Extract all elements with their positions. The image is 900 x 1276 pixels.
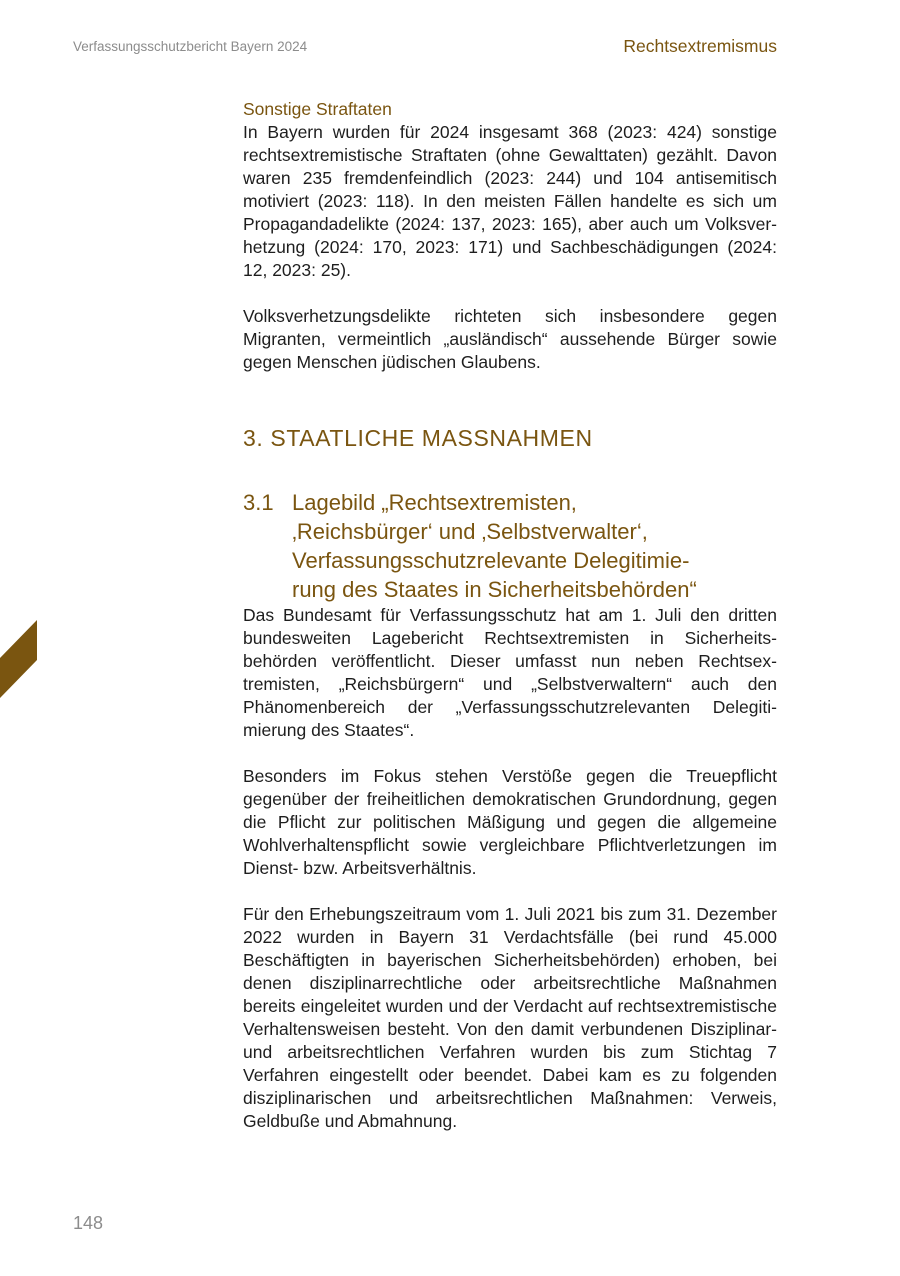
paragraph: Das Bundesamt für Verfassungsschutz hat am 1. Juli den dritten bundesweiten Lagebericht Rechtsextremisten in Sicherheitsbehörden veröffentlicht. Dieser umfasst nun neben Rechtsextremisten, „Reichsbürgern“ und „Selbstverwaltern“ auch den Phänomenbereich der „Verfassungsschutzrelevanten Delegitimierung des Staates“.	[243, 605, 777, 740]
paragraph: Für den Erhebungszeitraum vom 1. Juli 2021 bis zum 31. Dezember 2022 wurden in Bayern 31 Verdachtsfälle (bei rund 45.000 Beschäftigten in bayerischen Sicherheitsbehörden) erhoben, bei denen disziplinarrechtliche oder arbeitsrechtliche Maßnahmen bereits eingeleitet wurden und der Verdacht auf rechtsextremistische Verhaltensweisen besteht. Von den damit verbundenen Disziplinar- und arbeitsrechtlichen Verfahren wurden bis zum Stichtag 7 Verfahren eingestellt oder beendet. Dabei kam es zu folgenden disziplinarischen und arbeitsrechtlichen Maßnahmen: Verweis, Geldbuße und Abmahnung.	[243, 904, 777, 1131]
paragraph: Volksverhetzungsdelikte richteten sich insbesondere gegen Migranten, vermeintlich „ausländisch“ aussehende Bürger sowie gegen Menschen jüdischen Glaubens.	[243, 306, 777, 372]
chapter-tab-marker	[0, 620, 37, 698]
subsection-title-line: Verfassungsschutzrelevante Delegitimie-	[292, 548, 690, 573]
running-header-title: Verfassungsschutzbericht Bayern 2024	[73, 39, 308, 54]
running-header-chapter: Rechtsextremismus	[623, 36, 777, 56]
paragraph: In Bayern wurden für 2024 insgesamt 368 (2023: 424) sonstige rechtsextremistische Straftaten (ohne Gewalttaten) gezählt. Davon waren 235 fremdenfeindlich (2023: 244) und 104 antisemitisch motiviert (2023: 118). In den meisten Fällen handelte es sich um Propagandadelikte (2024: 137, 2023: 165), aber auch um Volksverhetzung (2024: 170, 2023: 171) und Sachbeschädigungen (2024: 12, 2023: 25).	[243, 122, 777, 280]
page-number: 148	[73, 1213, 104, 1233]
subsection-heading-lagebild	[243, 488, 777, 604]
subsection-title-line: Lagebild „Rechtsextremisten,	[292, 490, 577, 515]
subsection-number: 3.1	[243, 490, 274, 515]
section-heading-staatliche-massnahmen: 3. STAATLICHE MASSNAHMEN	[243, 425, 593, 451]
subsection-title-line: rung des Staates in Sicherheitsbehörden“	[292, 577, 697, 602]
main-content	[243, 98, 777, 1133]
subsection-title	[292, 488, 697, 604]
section-heading-sonstige-straftaten: Sonstige Straftaten	[243, 99, 392, 119]
paragraph: Besonders im Fokus stehen Verstöße gegen die Treuepflicht gegenüber der freiheitlichen demokratischen Grundordnung, gegen die Pflicht zur politischen Mäßigung und gegen die allgemeine Wohlverhaltenspflicht sowie vergleichbare Pflichtverletzungen im Dienst- bzw. Arbeitsverhältnis.	[243, 766, 777, 878]
subsection-title-line: ‚Reichsbürger‘ und ‚Selbstverwalter‘,	[292, 519, 648, 544]
